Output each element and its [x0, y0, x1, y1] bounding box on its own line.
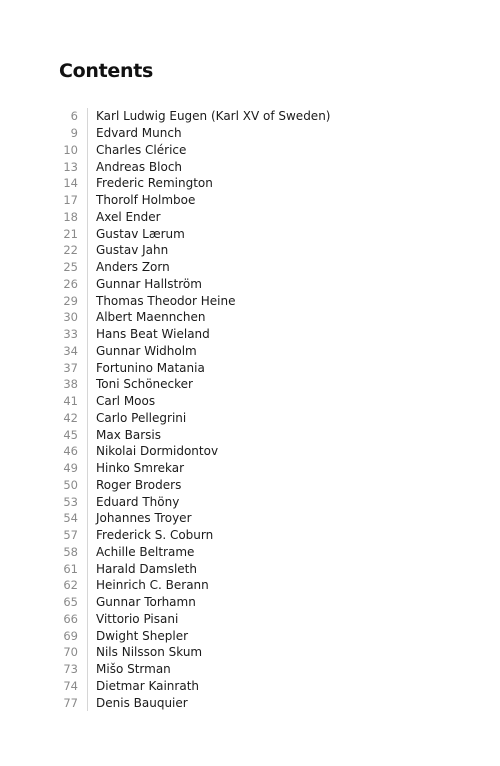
toc-page-number: 30 [63, 310, 78, 325]
toc-page-number: 73 [63, 662, 78, 677]
toc-entry [52, 694, 452, 711]
toc-entry [52, 544, 452, 561]
toc-page-number: 50 [63, 477, 78, 492]
toc-entry [52, 175, 452, 192]
toc-entry [52, 242, 452, 259]
toc-artist-name: Roger Broders [96, 477, 182, 492]
toc-entry [52, 611, 452, 628]
toc-artist-name: Harald Damsleth [96, 561, 197, 576]
toc-artist-name: Gunnar Hallström [96, 276, 202, 291]
toc-entry [52, 443, 452, 460]
page-title: Contents [59, 60, 154, 82]
toc-entry [52, 225, 452, 242]
toc-entry [52, 426, 452, 443]
toc-entry [52, 527, 452, 544]
toc-artist-name: Heinrich C. Berann [96, 578, 209, 593]
toc-entry [52, 477, 452, 494]
toc-page-number: 70 [63, 645, 78, 660]
toc-artist-name: Edvard Munch [96, 126, 182, 141]
toc-artist-name: Dietmar Kainrath [96, 678, 200, 693]
toc-artist-name: Dwight Shepler [96, 628, 189, 643]
toc-artist-name: Hinko Smrekar [96, 461, 185, 476]
toc-entry [52, 158, 452, 175]
toc-artist-name: Andreas Bloch [96, 159, 183, 174]
toc-page-number: 49 [63, 461, 78, 476]
toc-artist-name: Charles Clérice [96, 142, 187, 157]
toc-entry [52, 343, 452, 360]
toc-page-number: 22 [63, 243, 78, 258]
toc-page-number: 13 [63, 159, 78, 174]
toc-page-number: 17 [63, 193, 78, 208]
toc-entry [52, 192, 452, 209]
toc-page-number: 65 [63, 595, 78, 610]
toc-artist-name: Carlo Pellegrini [96, 410, 187, 425]
toc-page-number: 46 [63, 444, 78, 459]
toc-page-number: 69 [63, 628, 78, 643]
toc-artist-name: Nils Nilsson Skum [96, 645, 203, 660]
toc-artist-name: Gunnar Widholm [96, 343, 197, 358]
toc-entry [52, 560, 452, 577]
toc-page-number: 21 [63, 226, 78, 241]
table-of-contents [52, 108, 452, 711]
toc-page-number: 10 [63, 142, 78, 157]
toc-entry [52, 661, 452, 678]
toc-page-number: 41 [63, 394, 78, 409]
toc-entry [52, 594, 452, 611]
toc-entry [52, 410, 452, 427]
toc-entry [52, 644, 452, 661]
toc-entry [52, 292, 452, 309]
toc-entry [52, 460, 452, 477]
toc-page-number: 53 [63, 494, 78, 509]
toc-entry [52, 326, 452, 343]
toc-entry [52, 577, 452, 594]
toc-page-number: 58 [63, 544, 78, 559]
toc-artist-name: Fortunino Matania [96, 360, 205, 375]
toc-page-number: 42 [63, 410, 78, 425]
toc-artist-name: Toni Schönecker [96, 377, 193, 392]
toc-artist-name: Anders Zorn [96, 260, 170, 275]
toc-artist-name: Frederic Remington [96, 176, 213, 191]
toc-page-number: 66 [63, 611, 78, 626]
toc-page-number: 38 [63, 377, 78, 392]
toc-page-number: 26 [63, 276, 78, 291]
toc-artist-name: Gustav Lærum [96, 226, 185, 241]
toc-entry [52, 493, 452, 510]
toc-artist-name: Hans Beat Wieland [96, 327, 210, 342]
toc-entry [52, 276, 452, 293]
toc-entry [52, 209, 452, 226]
toc-artist-name: Axel Ender [96, 209, 161, 224]
toc-artist-name: Thorolf Holmboe [96, 193, 196, 208]
toc-page-number: 34 [63, 343, 78, 358]
toc-entry [52, 108, 452, 125]
toc-entry [52, 627, 452, 644]
toc-page-number: 18 [63, 209, 78, 224]
toc-artist-name: Eduard Thöny [96, 494, 180, 509]
toc-artist-name: Albert Maennchen [96, 310, 206, 325]
toc-page-number: 33 [63, 327, 78, 342]
toc-entry [52, 510, 452, 527]
toc-entry [52, 142, 452, 159]
toc-page-number: 57 [63, 528, 78, 543]
toc-entry [52, 678, 452, 695]
toc-entry [52, 125, 452, 142]
toc-entry [52, 259, 452, 276]
toc-artist-name: Frederick S. Coburn [96, 528, 214, 543]
toc-artist-name: Nikolai Dormidontov [96, 444, 219, 459]
toc-page-number: 74 [63, 678, 78, 693]
toc-artist-name: Gunnar Torhamn [96, 595, 196, 610]
toc-entry [52, 359, 452, 376]
toc-page-number: 6 [70, 109, 78, 124]
toc-artist-name: Thomas Theodor Heine [96, 293, 236, 308]
toc-entry [52, 309, 452, 326]
toc-page-number: 77 [63, 695, 78, 710]
toc-page-number: 37 [63, 360, 78, 375]
toc-entry [52, 393, 452, 410]
toc-page-number: 61 [63, 561, 78, 576]
toc-page-number: 9 [70, 126, 78, 141]
toc-artist-name: Karl Ludwig Eugen (Karl XV of Sweden) [96, 109, 331, 124]
toc-artist-name: Achille Beltrame [96, 544, 195, 559]
toc-page-number: 54 [63, 511, 78, 526]
toc-artist-name: Max Barsis [96, 427, 161, 442]
toc-page-number: 14 [63, 176, 78, 191]
toc-artist-name: Carl Moos [96, 394, 156, 409]
toc-page-number: 29 [63, 293, 78, 308]
toc-artist-name: Gustav Jahn [96, 243, 169, 258]
toc-page-number: 62 [63, 578, 78, 593]
toc-artist-name: Johannes Troyer [96, 511, 192, 526]
toc-entry [52, 376, 452, 393]
toc-page-number: 25 [63, 260, 78, 275]
toc-page-number: 45 [63, 427, 78, 442]
toc-artist-name: Mišo Strman [96, 662, 171, 677]
toc-artist-name: Denis Bauquier [96, 695, 188, 710]
toc-artist-name: Vittorio Pisani [96, 611, 179, 626]
